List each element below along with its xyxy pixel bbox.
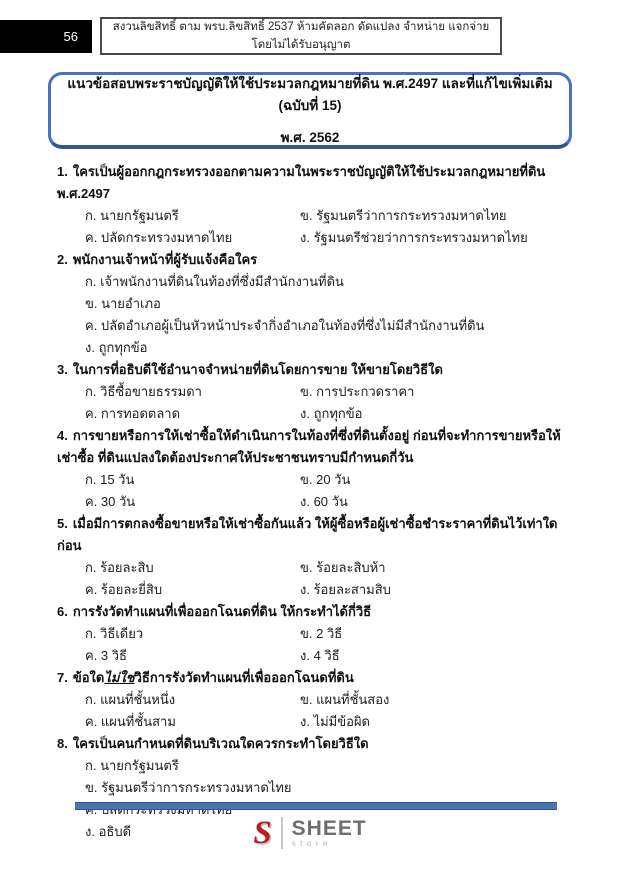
option-item: ง. 4 วิธี [300, 648, 340, 663]
option-item: ก. วิธีเดียว [85, 626, 144, 641]
option-item: ข. 2 วิธี [300, 626, 343, 641]
option-item: ก. นายกรัฐมนตรี [85, 208, 179, 223]
question-item [57, 513, 573, 601]
option-item: ค. 3 วิธี [85, 648, 127, 663]
option-item: ง. ร้อยละสามสิบ [300, 582, 391, 597]
question-number: 4. [57, 428, 68, 443]
logo-divider [281, 817, 283, 849]
option-item: ง. อธิบดี [85, 824, 132, 839]
question-item [57, 249, 573, 359]
question-item [57, 425, 573, 513]
logo-subtitle: store [291, 838, 332, 848]
options-list [57, 469, 573, 513]
copyright-text: สงวนลิขสิทธิ์ ตาม พรบ.ลิขสิทธิ์ 2537 ห้ามคัดลอก ดัดแปลง จำหน่าย แจกจ่าย โดยไม่ได้รับอนุญาต [112, 21, 490, 51]
option-item: ก. เจ้าพนักงานที่ดินในท้องที่ซึ่งมีสำนักงานที่ดิน [85, 274, 344, 289]
logo-text [292, 818, 367, 849]
option-item: ก. แผนที่ชั้นหนึ่ง [85, 692, 176, 707]
option-item: ง. รัฐมนตรีช่วยว่าการกระทรวงมหาดไทย [300, 230, 528, 245]
question-item [57, 667, 573, 733]
option-item: ข. แผนที่ชั้นสอง [300, 692, 390, 707]
option-item: ก. วิธีซื้อขายธรรมดา [85, 384, 202, 399]
option-item: ข. 20 วัน [300, 472, 351, 487]
option-item: ก. 15 วัน [85, 472, 135, 487]
option-item: ง. ไม่มีข้อผิด [300, 714, 371, 729]
option-item: ค. การทอดตลาด [85, 406, 181, 421]
question-text [57, 161, 573, 205]
page-number: 56 [63, 29, 78, 44]
question-number: 6. [57, 604, 68, 619]
sheet-store-logo-icon: S [253, 815, 272, 851]
option-item: ข. การประกวดราคา [300, 384, 415, 399]
options-list [57, 271, 573, 359]
question-text [57, 249, 573, 271]
options-list [57, 381, 573, 425]
option-item: ก. ร้อยละสิบ [85, 560, 154, 575]
question-text [57, 601, 573, 623]
option-item: ค. ร้อยละยี่สิบ [85, 582, 163, 597]
option-item: ง. ถูกทุกข้อ [85, 340, 148, 355]
question-text [57, 667, 573, 689]
exam-title-line2: พ.ศ. 2562 [280, 130, 340, 145]
question-text-post: วิธีการรังวัดทำแผนที่เพื่อออกโฉนดที่ดิน [134, 670, 354, 685]
option-item: ค. ปลัดอำเภอผู้เป็นหัวหน้าประจำกิ่งอำเภอในท้องที่ซึ่งไม่มีสำนักงานที่ดิน [85, 318, 485, 333]
question-text [57, 513, 573, 557]
sheet-store-logo [0, 815, 620, 851]
question-text [57, 359, 573, 381]
options-list [57, 205, 573, 249]
question-text-main: เมื่อมีการตกลงซื้อขายหรือให้เช่าซื้อกันแล้ว ให้ผู้ซื้อหรือผู้เช่าซื้อชำระราคาที่ดินไว้เท่าใดก่อน [57, 516, 558, 553]
option-item: ง. 60 วัน [300, 494, 348, 509]
question-text-main: พนักงานเจ้าหน้าที่ผู้รับแจ้งคือใคร [72, 252, 258, 267]
exam-title-line1: แนวข้อสอบพระราชบัญญัติให้ใช้ประมวลกฎหมายที่ดิน พ.ศ.2497 และที่แก้ไขเพิ่มเติม (ฉบับที่ 15) [67, 76, 553, 113]
options-list [57, 689, 573, 733]
option-item: ค. 30 วัน [85, 494, 136, 509]
logo-title: SHEET [291, 816, 367, 840]
option-item: ก. นายกรัฐมนตรี [85, 758, 179, 773]
option-item: ข. นายอำเภอ [85, 296, 161, 311]
option-item: ข. ร้อยละสิบห้า [300, 560, 386, 575]
question-number: 2. [57, 252, 68, 267]
question-text-main: ใครเป็นผู้ออกกฎกระทรวงออกตามความในพระราชบัญญัติให้ใช้ประมวลกฎหมายที่ดิน พ.ศ.2497 [57, 164, 546, 201]
question-text-emphasis: ไม่ใช่ [104, 670, 135, 685]
footer-divider-bar [75, 802, 557, 810]
question-item [57, 359, 573, 425]
option-item: ค. ปลัดกระทรวงมหาดไทย [85, 230, 233, 245]
question-text-pre: ข้อใด [72, 670, 105, 685]
question-item [57, 161, 573, 249]
question-text-main: การขายหรือการให้เช่าซื้อให้ดำเนินการในท้องที่ซึ่งที่ดินตั้งอยู่ ก่อนที่จะทำการขายหรือให้เช่าซื้อ ที่ดินแปลงใดต้องประกาศให้ประชาชนทราบมีกำหนดกี่วัน [57, 428, 561, 465]
question-text [57, 425, 573, 469]
question-item [57, 601, 573, 667]
options-list [57, 557, 573, 601]
question-text-main: ในการที่อธิบดีใช้อำนาจจำหน่ายที่ดินโดยการขาย ให้ขายโดยวิธีใด [72, 362, 443, 377]
page-number-box [0, 20, 92, 53]
question-text [57, 733, 573, 755]
question-number: 3. [57, 362, 68, 377]
question-number: 8. [57, 736, 68, 751]
option-item: ง. ถูกทุกข้อ [300, 406, 363, 421]
question-text-main: ใครเป็นคนกำหนดที่ดินบริเวณใดควรกระทำโดยวิธีใด [72, 736, 369, 751]
options-list [57, 623, 573, 667]
exam-title-box [48, 72, 572, 149]
question-number: 5. [57, 516, 68, 531]
question-number: 1. [57, 164, 68, 179]
question-number: 7. [57, 670, 68, 685]
copyright-notice-box [100, 17, 502, 55]
question-text-main: การรังวัดทำแผนที่เพื่อออกโฉนดที่ดิน ให้กระทำได้กี่วิธี [72, 604, 372, 619]
option-item: ข. รัฐมนตรีว่าการกระทรวงมหาดไทย [300, 208, 507, 223]
option-item: ข. รัฐมนตรีว่าการกระทรวงมหาดไทย [85, 780, 292, 795]
questions-list [57, 161, 573, 843]
option-item: ค. แผนที่ชั้นสาม [85, 714, 176, 729]
